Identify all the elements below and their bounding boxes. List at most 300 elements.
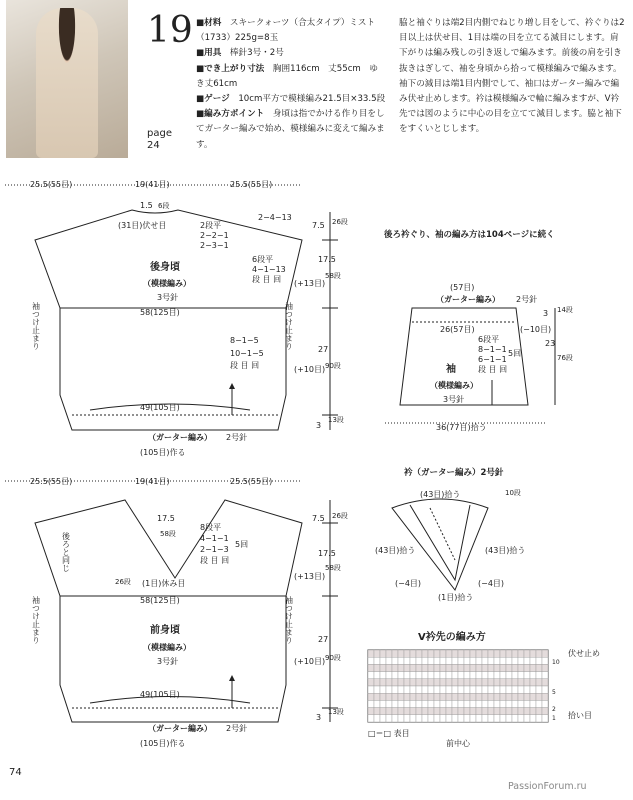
- v-chart-cell: [482, 693, 488, 700]
- v-chart-cell: [374, 693, 380, 700]
- collar-top-rows: 10段: [505, 489, 521, 497]
- v-chart-cell: [452, 693, 458, 700]
- v-chart-cell: [458, 708, 464, 715]
- v-chart-cell: [404, 650, 410, 657]
- v-chart-bind-off: 伏せ止め: [568, 649, 600, 658]
- v-chart-cell: [506, 715, 512, 722]
- v-chart-cell: [476, 657, 482, 664]
- v-chart-cell: [398, 679, 404, 686]
- front-armhole-rows: 58段: [325, 564, 341, 572]
- v-chart-cell: [506, 700, 512, 707]
- v-chart-cell: [458, 700, 464, 707]
- v-chart-cell: [464, 672, 470, 679]
- v-chart-cell: [452, 715, 458, 722]
- v-chart-cell: [404, 708, 410, 715]
- v-chart-cell: [392, 693, 398, 700]
- v-chart-cell: [470, 693, 476, 700]
- v-chart-cell: [494, 672, 500, 679]
- v-chart-cell: [524, 708, 530, 715]
- v-chart-cell: [488, 664, 494, 671]
- collar-outline: [392, 499, 488, 590]
- v-chart-pick-up: 拾い目: [568, 711, 592, 720]
- v-chart-cell: [536, 715, 542, 722]
- v-chart-cell: [542, 700, 548, 707]
- v-chart-cell: [398, 650, 404, 657]
- v-chart-cell: [500, 708, 506, 715]
- v-chart-cell: [422, 708, 428, 715]
- v-chart-cell: [440, 708, 446, 715]
- v-chart-cell: [386, 700, 392, 707]
- v-chart-cell: [398, 657, 404, 664]
- v-chart-cell: [416, 657, 422, 664]
- back-shoulder-cm: 7.5: [312, 221, 325, 230]
- v-chart-cell: [494, 708, 500, 715]
- v-chart-cell: [422, 657, 428, 664]
- back-armhole-inc-2: 段 目 回: [252, 275, 282, 284]
- v-chart-cell: [464, 708, 470, 715]
- v-chart-cell: [404, 672, 410, 679]
- spec-line: ■ゲージ 10cm平方で模様編み21.5目×33.5段: [196, 94, 386, 105]
- v-chart-cell: [518, 664, 524, 671]
- v-chart-cell: [386, 686, 392, 693]
- v-chart-cell: [386, 708, 392, 715]
- v-chart-cell: [458, 657, 464, 664]
- back-neck-rows: 6段: [158, 202, 170, 210]
- v-chart-cell: [536, 700, 542, 707]
- back-armhole-rows: 58段: [325, 272, 341, 280]
- v-chart-cell: [404, 686, 410, 693]
- v-chart-cell: [458, 664, 464, 671]
- v-chart-cell: [530, 693, 536, 700]
- back-armhole-inc-1: 4−1−13: [252, 265, 286, 274]
- v-chart-cell: [500, 672, 506, 679]
- v-chart-cell: [470, 708, 476, 715]
- v-chart-cell: [470, 700, 476, 707]
- v-chart-cell: [512, 672, 518, 679]
- v-chart-cell: [398, 715, 404, 722]
- front-same-as-back: 後ろと同じ: [61, 532, 71, 572]
- v-chart-cell: [482, 715, 488, 722]
- v-chart-cell: [542, 657, 548, 664]
- sleeve-dec-0: 6段平: [478, 335, 500, 344]
- v-chart-cell: [494, 715, 500, 722]
- v-chart-cell: [398, 672, 404, 679]
- front-v-dec-2: 2−1−3: [200, 545, 229, 554]
- v-chart-cell: [410, 686, 416, 693]
- back-needle: 3号針: [157, 293, 179, 302]
- front-sleeve-stop-left: 袖つけ止まり: [31, 596, 41, 644]
- v-chart-cell: [500, 679, 506, 686]
- v-chart-cell: [542, 650, 548, 657]
- v-chart-cell: [440, 686, 446, 693]
- v-chart-row-1: 1: [552, 715, 556, 722]
- v-chart-cell: [440, 657, 446, 664]
- v-chart-cell: [452, 700, 458, 707]
- front-hem-width: 49(105目): [140, 690, 180, 699]
- v-chart-cell: [494, 686, 500, 693]
- v-chart-cell: [476, 664, 482, 671]
- page-number: 74: [9, 767, 22, 778]
- v-chart-cell: [512, 657, 518, 664]
- v-chart-cell: [368, 686, 374, 693]
- v-chart-cell: [488, 650, 494, 657]
- v-chart-cell: [452, 657, 458, 664]
- v-chart-cell: [434, 657, 440, 664]
- front-cast-on: (105目)作る: [140, 739, 186, 748]
- v-chart-cell: [386, 664, 392, 671]
- v-chart-cell: [452, 686, 458, 693]
- v-chart-cell: [416, 700, 422, 707]
- spec-line: ■でき上がり寸法 胸囲116cm 丈55cm ゆき丈61cm: [196, 63, 378, 89]
- v-chart-cell: [536, 657, 542, 664]
- back-mid-width: 58(125目): [140, 308, 180, 317]
- v-chart-cell: [410, 672, 416, 679]
- v-chart-cell: [428, 708, 434, 715]
- v-chart-cell: [446, 657, 452, 664]
- v-chart-cell: [428, 679, 434, 686]
- front-v-dec-0: 8段平: [200, 523, 222, 532]
- sleeve-length-rows: 76段: [557, 354, 573, 362]
- v-chart-cell: [368, 650, 374, 657]
- sleeve-dec-1: 8−1−1: [478, 345, 507, 354]
- v-chart-cells: [368, 650, 548, 722]
- v-chart-cell: [368, 693, 374, 700]
- front-side-rows: 90段: [325, 654, 341, 662]
- v-chart-cell: [542, 686, 548, 693]
- front-center-rest: (1目)休み目: [142, 579, 186, 588]
- v-chart-cell: [428, 657, 434, 664]
- v-chart-cell: [536, 650, 542, 657]
- credit-watermark: PassionForum.ru: [508, 781, 587, 792]
- v-chart-cell: [458, 650, 464, 657]
- v-chart-cell: [506, 686, 512, 693]
- v-chart-cell: [476, 679, 482, 686]
- v-chart-cell: [494, 664, 500, 671]
- v-chart-cell: [428, 715, 434, 722]
- v-chart-cell: [488, 700, 494, 707]
- v-chart-cell: [374, 715, 380, 722]
- v-chart-cell: [494, 650, 500, 657]
- v-chart-cell: [494, 693, 500, 700]
- sleeve-cuff-cm: 3: [543, 309, 549, 318]
- v-chart-cell: [518, 686, 524, 693]
- v-chart-cell: [374, 679, 380, 686]
- v-chart-cell: [410, 650, 416, 657]
- v-chart-cell: [422, 700, 428, 707]
- v-chart-cell: [416, 708, 422, 715]
- front-side-cm: 27: [318, 635, 329, 644]
- v-chart-cell: [524, 650, 530, 657]
- v-chart-cell: [422, 650, 428, 657]
- v-chart-cell: [374, 700, 380, 707]
- v-chart-cell: [470, 650, 476, 657]
- v-chart-cell: [416, 679, 422, 686]
- v-chart-cell: [428, 672, 434, 679]
- instruction-notes: 脇と袖ぐりは端2目内側でねじり増し目をして、衿ぐりは2目以上は伏せ目、1目は端の目を立てる減目にします。肩下がりは編み残しの引き返しで編みます。前後の肩を引き抜きはぎして、袖を身頃から拾って模様編みで編みます。袖下の減目は端1目内側でして、袖口はガーター編みで編み伏せ止めします。衿は模様編みで輪に編みますが、V衿先では図のように中心の目を立てて減目します。脇と袖下をすくいとじします。: [399, 18, 625, 135]
- back-side-inc-2: 段 目 回: [230, 361, 260, 370]
- v-chart-cell: [422, 686, 428, 693]
- v-chart-cell: [464, 693, 470, 700]
- v-chart-cell: [452, 672, 458, 679]
- v-chart-cell: [506, 657, 512, 664]
- v-chart-cell: [416, 672, 422, 679]
- back-neck-dec-2: 2−3−1: [200, 241, 229, 250]
- v-chart-cell: [512, 686, 518, 693]
- v-chart-cell: [446, 700, 452, 707]
- v-chart-cell: [368, 657, 374, 664]
- v-chart-cell: [380, 700, 386, 707]
- back-armhole-inc-0: 6段平: [252, 255, 274, 264]
- v-chart-cell: [476, 715, 482, 722]
- v-chart-cell: [452, 664, 458, 671]
- v-chart-cell: [530, 672, 536, 679]
- front-v-dec-times: 5回: [235, 540, 249, 549]
- front-top-mid: 19(41目): [135, 477, 170, 486]
- v-chart-cell: [380, 672, 386, 679]
- v-chart-cell: [434, 664, 440, 671]
- v-chart-cell: [386, 679, 392, 686]
- front-garter-rows: 13段: [328, 708, 344, 716]
- v-chart-cell: [506, 693, 512, 700]
- v-chart-cell: [398, 708, 404, 715]
- v-chart-cell: [542, 664, 548, 671]
- back-side-cm: 27: [318, 345, 329, 354]
- v-chart-cell: [464, 700, 470, 707]
- v-chart-cell: [422, 679, 428, 686]
- collar-right-pick: (43目)拾う: [485, 546, 526, 555]
- v-chart-cell: [404, 657, 410, 664]
- v-chart-cell: [530, 650, 536, 657]
- v-chart-cell: [482, 679, 488, 686]
- v-chart-cell: [500, 686, 506, 693]
- v-chart-cell: [380, 686, 386, 693]
- front-mid-width: 58(125目): [140, 596, 180, 605]
- sleeve-minus: (−10目): [520, 325, 552, 334]
- back-top-left: 25.5(55目): [30, 180, 73, 189]
- v-chart-cell: [518, 657, 524, 664]
- front-title: 前身頃: [150, 625, 180, 636]
- v-chart-cell: [422, 664, 428, 671]
- back-shoulder-dec: 2−4−13: [258, 213, 292, 222]
- front-v-dec-1: 4−1−1: [200, 534, 229, 543]
- v-chart-cell: [368, 679, 374, 686]
- v-chart-cell: [518, 679, 524, 686]
- v-chart-cell: [464, 679, 470, 686]
- v-chart-cell: [488, 686, 494, 693]
- v-chart-cell: [464, 657, 470, 664]
- v-chart-cell: [512, 679, 518, 686]
- v-chart-cell: [434, 715, 440, 722]
- v-chart-cell: [476, 708, 482, 715]
- back-neck-count: (31目)伏せ目: [118, 221, 167, 230]
- v-chart-cell: [428, 693, 434, 700]
- v-chart-cell: [404, 664, 410, 671]
- v-chart-cell: [446, 650, 452, 657]
- v-chart-cell: [380, 693, 386, 700]
- v-chart-cell: [404, 715, 410, 722]
- v-chart-cell: [386, 650, 392, 657]
- back-title: 後身頃: [150, 262, 180, 273]
- v-chart-cell: [446, 715, 452, 722]
- v-chart-cell: [500, 715, 506, 722]
- v-chart-cell: [368, 715, 374, 722]
- v-chart-cell: [434, 672, 440, 679]
- v-chart-cell: [506, 679, 512, 686]
- v-chart-cell: [476, 672, 482, 679]
- back-garter-needle: 2号針: [226, 433, 248, 442]
- v-chart-cell: [482, 672, 488, 679]
- v-chart-cell: [446, 686, 452, 693]
- v-chart-cell: [488, 693, 494, 700]
- sleeve-garter-label: （ガーター編み）: [436, 295, 500, 304]
- back-neck-depth: 1.5: [140, 201, 153, 210]
- back-cast-on: (105目)作る: [140, 448, 186, 457]
- back-body-outline: [35, 210, 302, 430]
- v-chart-cell: [518, 672, 524, 679]
- v-chart-cell: [506, 708, 512, 715]
- spec-line: ■用具 棒針3号・2号: [196, 48, 284, 59]
- v-chart-cell: [500, 693, 506, 700]
- v-chart-cell: [410, 693, 416, 700]
- v-chart-cell: [512, 700, 518, 707]
- back-shoulder-rows: 26段: [332, 218, 348, 226]
- v-chart-cell: [410, 679, 416, 686]
- v-chart-cell: [512, 715, 518, 722]
- v-chart-cell: [434, 700, 440, 707]
- pattern-number: 19: [147, 10, 193, 51]
- v-chart-cell: [488, 679, 494, 686]
- v-chart-cell: [392, 664, 398, 671]
- v-chart-cell: [368, 672, 374, 679]
- v-chart-cell: [542, 693, 548, 700]
- v-chart-cell: [500, 700, 506, 707]
- v-chart-cell: [416, 686, 422, 693]
- front-garter-cm: 3: [316, 713, 322, 722]
- v-chart-cell: [470, 679, 476, 686]
- front-left-rows: 26段: [115, 578, 131, 586]
- v-chart-legend: □＝□ 表目: [368, 729, 410, 738]
- v-chart-cell: [416, 664, 422, 671]
- back-sleeve-stop-right: 袖つけ止まり: [284, 302, 294, 350]
- front-armhole-cm: 17.5: [318, 549, 336, 558]
- back-hem-width: 49(105目): [140, 403, 180, 412]
- back-side-stitches: (+10目): [294, 365, 326, 374]
- v-chart-cell: [464, 664, 470, 671]
- v-chart-cell: [530, 679, 536, 686]
- v-chart-cell: [380, 708, 386, 715]
- collar-right-minus: (−4目): [478, 579, 505, 588]
- v-chart-cell: [536, 664, 542, 671]
- v-chart-cell: [500, 657, 506, 664]
- v-chart-cell: [452, 708, 458, 715]
- front-needle: 3号針: [157, 657, 179, 666]
- sleeve-heading: 後ろ衿ぐり、袖の編み方は104ページに続く: [384, 230, 555, 240]
- v-chart-cell: [482, 708, 488, 715]
- front-v-dec-3: 段 目 回: [200, 556, 230, 565]
- front-shoulder-cm: 7.5: [312, 514, 325, 523]
- back-top-mid: 19(41目): [135, 180, 170, 189]
- v-chart-cell: [464, 650, 470, 657]
- collar-center-pick: (1目)拾う: [438, 593, 474, 602]
- v-chart-cell: [530, 708, 536, 715]
- front-top-right: 25.5(55目): [230, 477, 273, 486]
- v-chart-cell: [368, 664, 374, 671]
- v-chart-cell: [518, 650, 524, 657]
- v-chart-cell: [404, 679, 410, 686]
- front-garter-needle: 2号針: [226, 724, 248, 733]
- v-chart-cell: [464, 715, 470, 722]
- back-neck-dec-0: 2段平: [200, 221, 222, 230]
- v-chart-cell: [506, 672, 512, 679]
- v-chart-cell: [440, 664, 446, 671]
- sleeve-pickup: 36(77目)拾う: [436, 423, 487, 432]
- v-chart-cell: [470, 657, 476, 664]
- v-chart-cell: [470, 686, 476, 693]
- v-chart-cell: [374, 657, 380, 664]
- back-garter-cm: 3: [316, 421, 322, 430]
- spec-line: ■材料 スキークォーツ（合太タイプ）ミスト（1733）225g=8玉: [196, 18, 376, 44]
- v-chart-cell: [410, 715, 416, 722]
- sleeve-dec-times: 5回: [508, 349, 522, 358]
- back-garter-rows: 13段: [328, 416, 344, 424]
- v-chart-cell: [392, 657, 398, 664]
- v-chart-cell: [482, 700, 488, 707]
- v-chart-cell: [398, 686, 404, 693]
- v-chart-cell: [530, 686, 536, 693]
- back-side-rows: 90段: [325, 362, 341, 370]
- sleeve-garter-needle: 2号針: [516, 295, 538, 304]
- v-chart-cell: [500, 664, 506, 671]
- front-v-rows: 58段: [160, 530, 176, 538]
- back-armhole-stitches: (+13目): [294, 279, 326, 288]
- v-chart-cell: [392, 650, 398, 657]
- v-chart-cell: [524, 700, 530, 707]
- v-chart-title: V衿先の編み方: [418, 632, 486, 643]
- sleeve-inner-width: 26(57目): [440, 325, 475, 334]
- v-chart-cell: [470, 664, 476, 671]
- v-chart-cell: [512, 650, 518, 657]
- sleeve-top-width: (57目): [450, 283, 475, 292]
- v-chart-cell: [488, 657, 494, 664]
- v-chart-cell: [476, 686, 482, 693]
- front-armhole-stitches: (+13目): [294, 572, 326, 581]
- sleeve-dec-2: 6−1−1: [478, 355, 507, 364]
- v-chart-cell: [446, 672, 452, 679]
- v-chart-cell: [398, 700, 404, 707]
- v-chart-cell: [410, 664, 416, 671]
- v-chart-cell: [542, 679, 548, 686]
- v-chart-cell: [530, 715, 536, 722]
- v-chart-cell: [434, 693, 440, 700]
- v-chart-cell: [482, 650, 488, 657]
- v-chart-cell: [398, 693, 404, 700]
- v-chart-cell: [428, 650, 434, 657]
- v-chart-cell: [398, 664, 404, 671]
- v-chart-cell: [470, 715, 476, 722]
- v-chart-cell: [494, 679, 500, 686]
- v-chart-cell: [458, 686, 464, 693]
- v-chart-cell: [380, 657, 386, 664]
- v-chart-cell: [392, 715, 398, 722]
- v-chart-cell: [518, 693, 524, 700]
- v-chart-cell: [476, 650, 482, 657]
- v-chart-cell: [464, 686, 470, 693]
- v-chart-cell: [518, 715, 524, 722]
- back-garter-label: （ガーター編み）: [148, 433, 212, 442]
- v-chart-cell: [386, 657, 392, 664]
- sleeve-title: 袖: [446, 364, 456, 375]
- v-chart-cell: [458, 679, 464, 686]
